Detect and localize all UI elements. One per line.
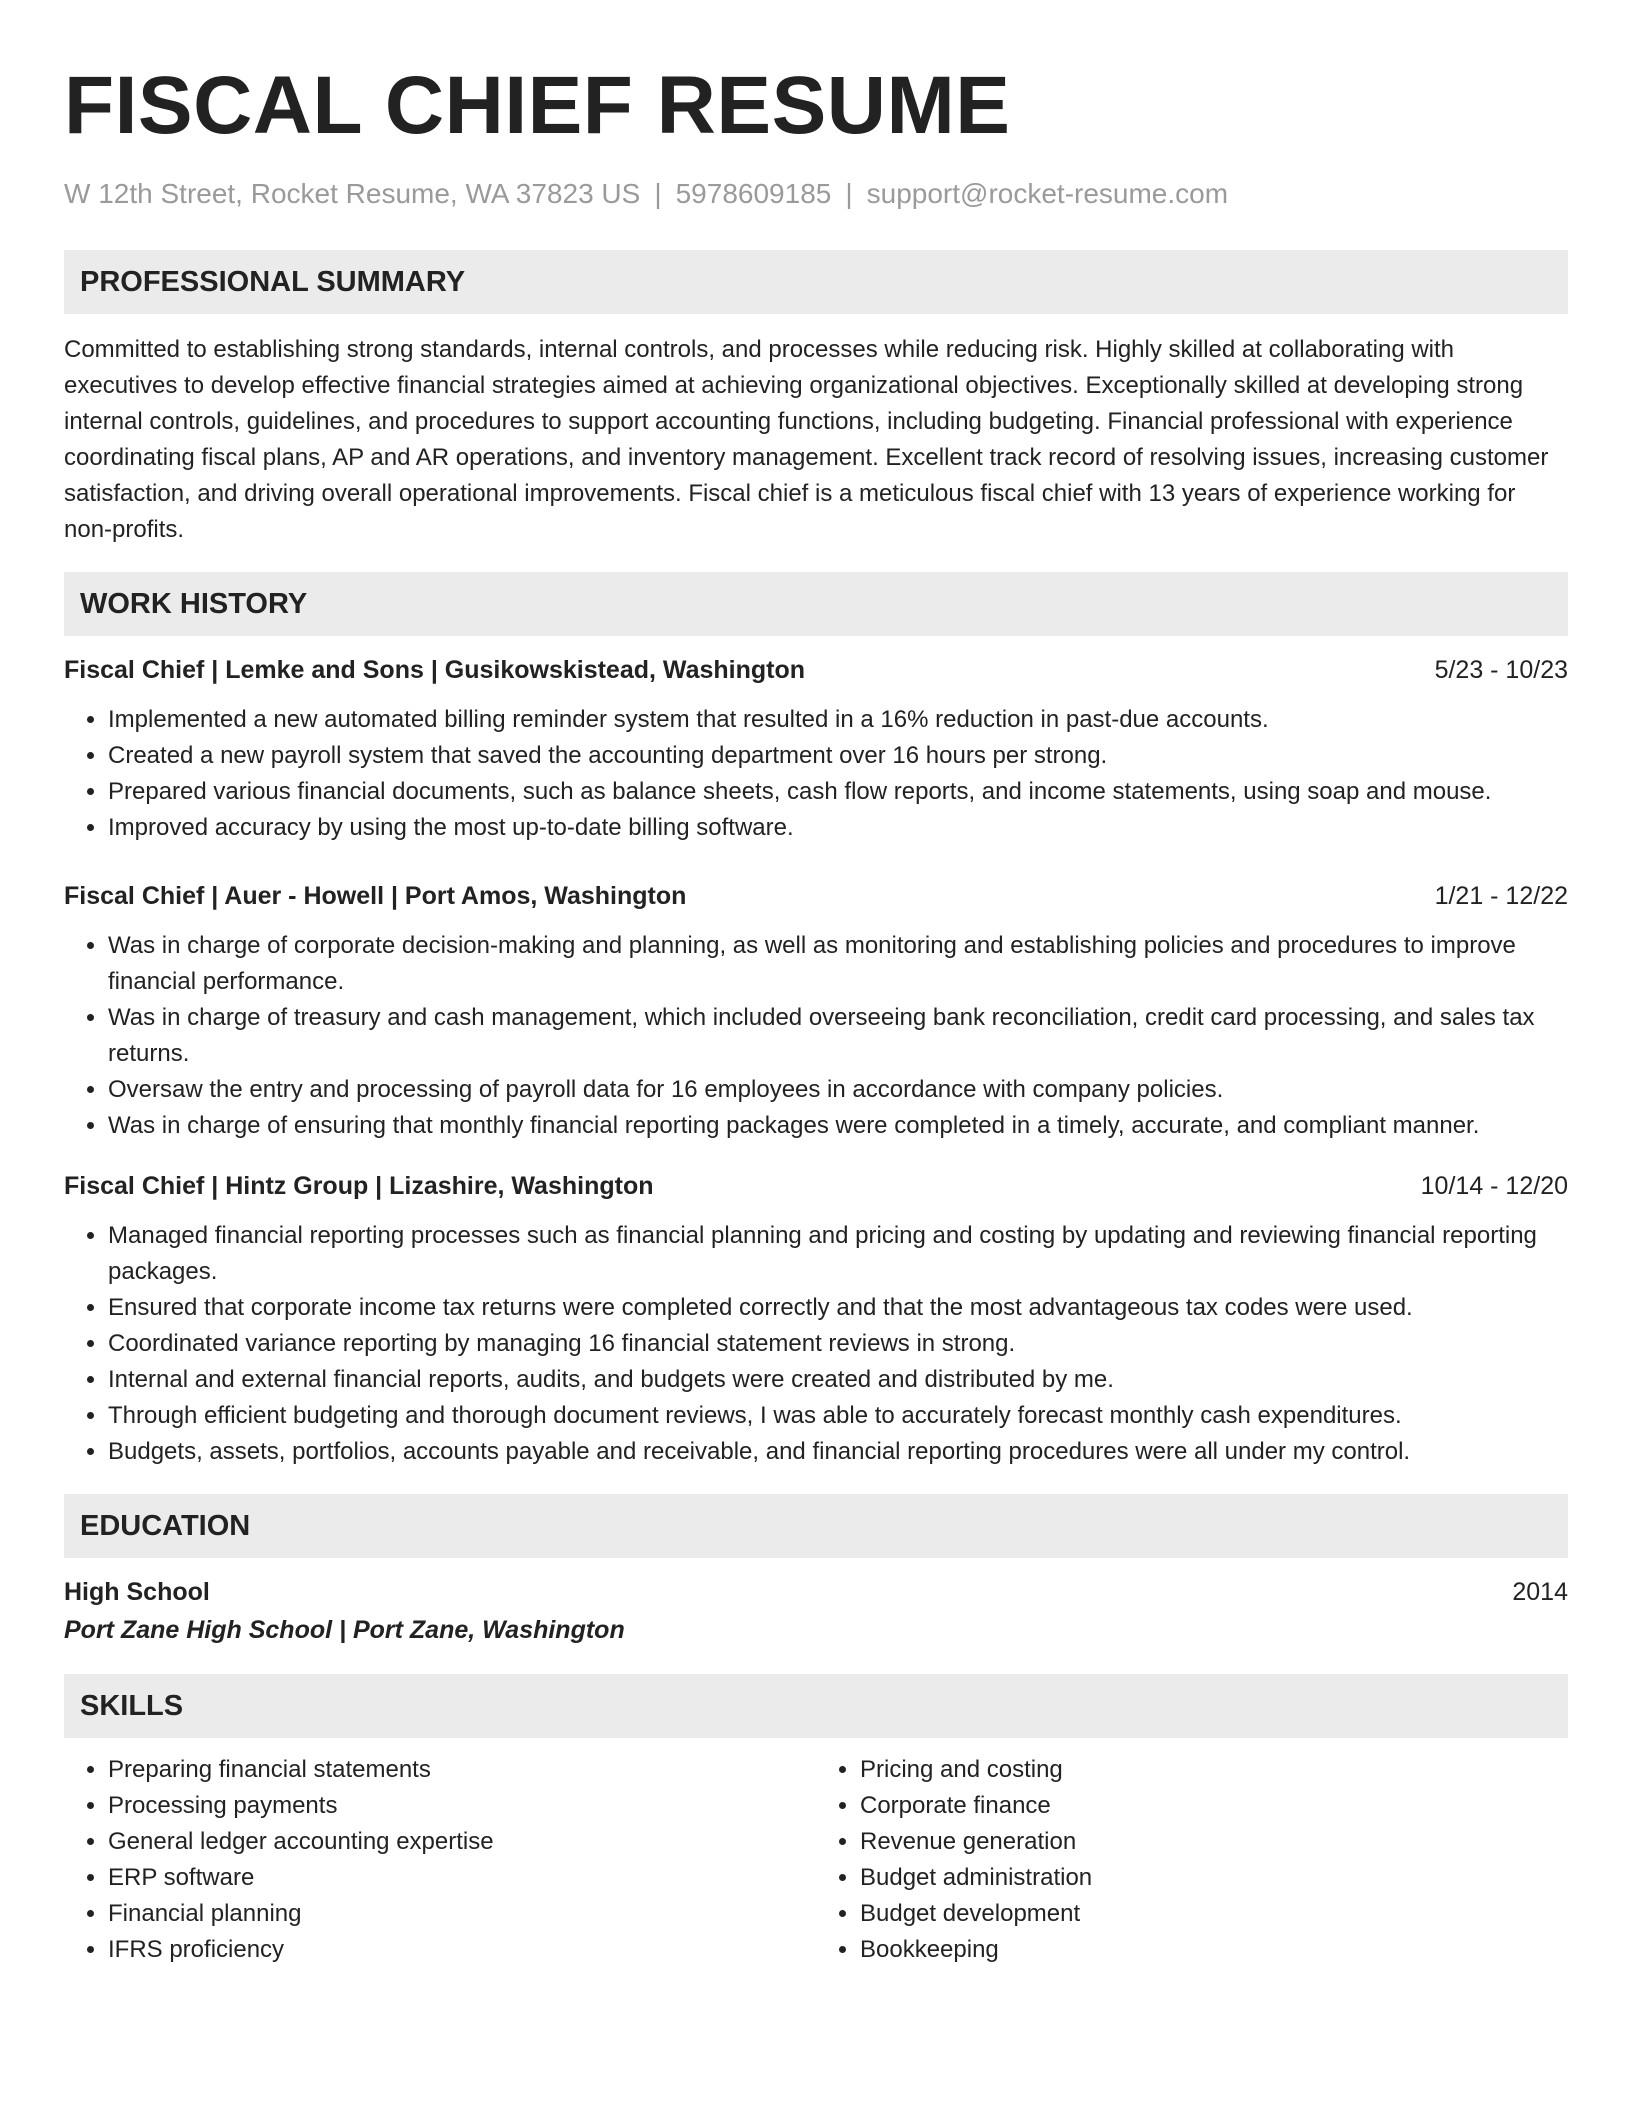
skills-column-left [64, 1752, 816, 1968]
section-header-skills: SKILLS [64, 1674, 1568, 1738]
job-bullet: • Managed financial reporting processes such as financial planning and pricing and costing by updating and reviewing financial reporting packages. [108, 1218, 1568, 1290]
resume-name: FISCAL CHIEF RESUME [64, 60, 1011, 151]
job-bullet: • Internal and external financial reports, audits, and budgets were created and distributed by me. [108, 1362, 1568, 1398]
job-bullet: • Was in charge of treasury and cash management, which included overseeing bank reconciliation, credit card processing, and sales tax returns. [108, 1000, 1568, 1072]
job-entry [64, 652, 1568, 846]
skills-column-right [816, 1752, 1568, 1968]
summary-text: Committed to establishing strong standards, internal controls, and processes while reducing risk. Highly skilled at collaborating with executives to develop effective financial strategies aimed at achieving organizational objectives. Exceptionally skilled at developing strong internal controls, guidelines, and procedures to support accounting functions, including budgeting. Financial professional with experience coordinating fiscal plans, AP and AR operations, and inventory management. Excellent track record of resolving issues, increasing customer satisfaction, and driving overall operational improvements. Fiscal chief is a meticulous fiscal chief with 13 years of experience working for non-profits. [64, 336, 1549, 543]
job-bullets [64, 702, 1568, 846]
job-bullet: • Through efficient budgeting and thorough document reviews, I was able to accurately forecast monthly cash expenditures. [108, 1398, 1568, 1434]
education-header [64, 1574, 1568, 1610]
contact-phone: 5978609185 [675, 178, 832, 209]
education-year: 2014 [1512, 1578, 1568, 1606]
job-entry [64, 878, 1568, 1144]
job-bullet: • Was in charge of corporate decision-making and planning, as well as monitoring and establishing policies and procedures to improve financial performance. [108, 928, 1568, 1000]
skill-item: • Revenue generation [860, 1824, 1568, 1860]
job-title: Fiscal Chief | Hintz Group | Lizashire, Washington [64, 1172, 654, 1200]
education-school: Port Zane High School | Port Zane, Washington [64, 1616, 625, 1644]
section-header-summary: PROFESSIONAL SUMMARY [64, 250, 1568, 314]
skill-item: • Preparing financial statements [108, 1752, 816, 1788]
job-title: Fiscal Chief | Auer - Howell | Port Amos, Washington [64, 882, 687, 910]
section-header-work-history: WORK HISTORY [64, 572, 1568, 636]
skill-item: • IFRS proficiency [108, 1932, 816, 1968]
skill-item: • Budget administration [860, 1860, 1568, 1896]
job-bullets [64, 1218, 1568, 1470]
skill-item: • General ledger accounting expertise [108, 1824, 816, 1860]
skill-item: • Budget development [860, 1896, 1568, 1932]
job-bullet: • Created a new payroll system that saved the accounting department over 16 hours per strong. [108, 738, 1568, 774]
job-header [64, 1168, 1568, 1204]
section-header-education: EDUCATION [64, 1494, 1568, 1558]
skill-item: • Bookkeeping [860, 1932, 1568, 1968]
job-title: Fiscal Chief | Lemke and Sons | Gusikowskistead, Washington [64, 656, 806, 684]
contact-address: W 12th Street, Rocket Resume, WA 37823 US [64, 178, 641, 209]
job-dates: 1/21 - 12/22 [1434, 882, 1568, 910]
job-bullet: • Budgets, assets, portfolios, accounts payable and receivable, and financial reporting procedures were all under my control. [108, 1434, 1568, 1470]
job-header [64, 652, 1568, 688]
skill-item: • Corporate finance [860, 1788, 1568, 1824]
job-dates: 5/23 - 10/23 [1434, 656, 1568, 684]
job-bullet: • Improved accuracy by using the most up-to-date billing software. [108, 810, 1568, 846]
contact-separator: | [654, 178, 662, 209]
job-bullet: • Ensured that corporate income tax returns were completed correctly and that the most advantageous tax codes were used. [108, 1290, 1568, 1326]
job-entry [64, 1168, 1568, 1470]
job-bullet: • Prepared various financial documents, such as balance sheets, cash flow reports, and income statements, using soap and mouse. [108, 774, 1568, 810]
job-bullet: • Implemented a new automated billing reminder system that resulted in a 16% reduction in past-due accounts. [108, 702, 1568, 738]
education-degree: High School [64, 1578, 210, 1606]
skill-item: • ERP software [108, 1860, 816, 1896]
contact-line [64, 176, 1568, 212]
job-bullet: • Coordinated variance reporting by managing 16 financial statement reviews in strong. [108, 1326, 1568, 1362]
job-bullet: • Was in charge of ensuring that monthly financial reporting packages were completed in a timely, accurate, and compliant manner. [108, 1108, 1568, 1144]
contact-separator: | [845, 178, 853, 209]
skills-list [64, 1752, 1568, 1968]
job-header [64, 878, 1568, 914]
contact-email: support@rocket-resume.com [866, 178, 1229, 209]
job-bullet: • Oversaw the entry and processing of payroll data for 16 employees in accordance with company policies. [108, 1072, 1568, 1108]
job-dates: 10/14 - 12/20 [1420, 1172, 1568, 1200]
job-bullets [64, 928, 1568, 1144]
skill-item: • Financial planning [108, 1896, 816, 1932]
skill-item: • Pricing and costing [860, 1752, 1568, 1788]
skill-item: • Processing payments [108, 1788, 816, 1824]
